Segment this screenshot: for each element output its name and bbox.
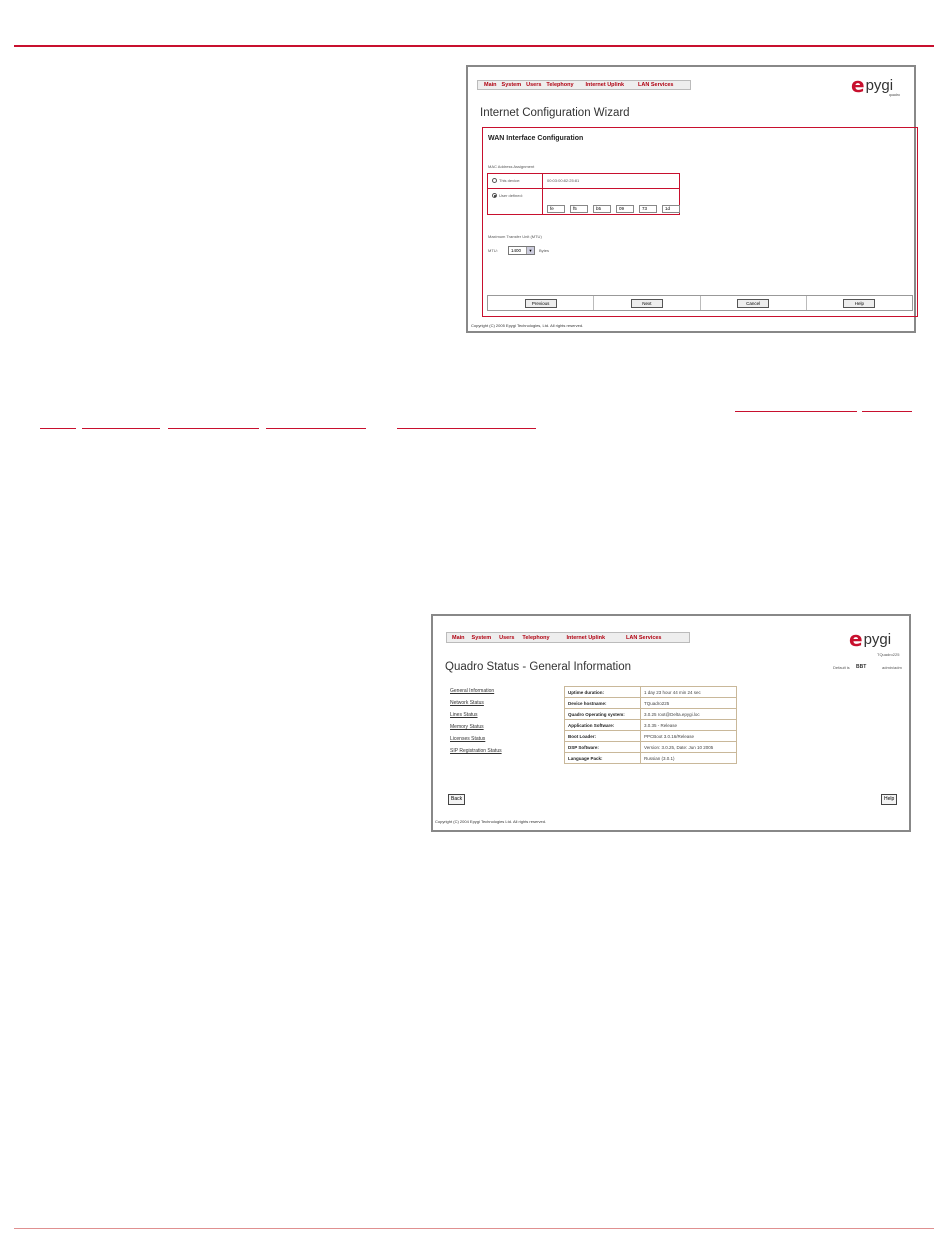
link-underline: [82, 428, 160, 429]
nav-users[interactable]: Users: [526, 82, 542, 88]
table-row: DSP Software: Version: 3.0.25, Date: Jun 10 2005: [565, 742, 737, 753]
general-info-table: [564, 686, 737, 764]
nav-system[interactable]: System: [471, 634, 492, 641]
nav-lan-services[interactable]: LAN Services: [626, 634, 662, 641]
nav-main[interactable]: Main: [452, 634, 465, 641]
mac-octet-6[interactable]: 1d: [662, 205, 680, 213]
epygi-logo: e pygi: [849, 627, 892, 651]
mtu-value: 1400: [511, 248, 522, 253]
mtu-label: MTU:: [488, 248, 498, 253]
logo-subtitle: quadro: [889, 93, 900, 97]
mac-octet-5[interactable]: 73: [639, 205, 657, 213]
sidebar-item-network-status[interactable]: Network Status: [450, 700, 484, 706]
wizard-screenshot: [466, 65, 916, 333]
mtu-section-label: Maximum Transfer Unit (MTU): [488, 234, 542, 239]
link-underline: [40, 428, 76, 429]
mac-octet-1[interactable]: fe: [547, 205, 565, 213]
copyright: Copyright (C) 2005 Epygi Technologies, Ltd. All rights reserved.: [471, 323, 584, 328]
nav-internet-uplink[interactable]: Internet Uplink: [566, 634, 606, 641]
default-value: BBT: [856, 664, 867, 670]
mac-octet-2[interactable]: f5: [570, 205, 588, 213]
user-defined-radio[interactable]: [492, 193, 497, 198]
table-row: Device hostname: TQuadro225: [565, 698, 737, 709]
wan-config-panel: [482, 127, 918, 317]
sidebar-item-lines-status[interactable]: Lines Status: [450, 712, 478, 718]
mac-octet-3[interactable]: b5: [593, 205, 611, 213]
sidebar-item-licenses-status[interactable]: Licenses Status: [450, 736, 486, 742]
default-label: Default is: [833, 665, 850, 670]
nav-telephony[interactable]: Telephony: [546, 82, 574, 88]
mac-octet-4[interactable]: 09: [616, 205, 634, 213]
top-navigation: [446, 632, 690, 643]
page-title: Quadro Status - General Information: [445, 661, 632, 673]
top-navigation: [477, 80, 691, 90]
this-device-mac: 00:03:00:82:25:81: [547, 178, 580, 183]
status-screenshot: [431, 614, 911, 832]
epygi-logo: e pygi: [851, 73, 894, 97]
this-device-label: This device:: [499, 178, 521, 183]
hostname-label: TQuadro225: [877, 652, 900, 657]
table-row: Language Pack: Russian (3.0.1): [565, 753, 737, 764]
nav-system[interactable]: System: [501, 82, 522, 88]
cancel-button[interactable]: Cancel: [737, 299, 769, 308]
sidebar-item-memory-status[interactable]: Memory Status: [450, 724, 484, 730]
chevron-down-icon: ▼: [526, 247, 534, 254]
page-title: Internet Configuration Wizard: [480, 107, 630, 119]
link-underline: [168, 428, 259, 429]
sidebar-item-general-information[interactable]: General Information: [450, 688, 495, 694]
section-title: WAN Interface Configuration: [488, 135, 584, 142]
copyright: Copyright (C) 2004 Epygi Technologies Ltd. All rights reserved.: [435, 819, 547, 824]
link-underline: [735, 411, 857, 412]
nav-telephony[interactable]: Telephony: [522, 634, 550, 641]
mac-assignment-label: MAC Address Assignment: [488, 164, 535, 169]
mtu-unit: Bytes: [539, 248, 550, 253]
table-row: Application Software: 3.0.35 - Release: [565, 720, 737, 731]
link-underline: [397, 428, 536, 429]
link-underline: [862, 411, 912, 412]
header-rule: [14, 45, 934, 47]
sidebar-item-sip-registration-status[interactable]: SIP Registration Status: [450, 748, 502, 754]
user-defined-label: User defined:: [499, 193, 523, 198]
wizard-button-bar: [487, 295, 913, 311]
table-row: Quadro Operating system: 3.0.25 root@Delta.epygi.loc: [565, 709, 737, 720]
nav-internet-uplink[interactable]: Internet Uplink: [585, 82, 625, 88]
link-underline: [266, 428, 366, 429]
this-device-radio[interactable]: [492, 178, 497, 183]
nav-lan-services[interactable]: LAN Services: [638, 82, 674, 88]
nav-users[interactable]: Users: [499, 634, 515, 641]
table-row: Uptime duration: 1 day 23 hour 44 min 24 sec: [565, 687, 737, 698]
help-button[interactable]: Help: [843, 299, 875, 308]
mtu-select[interactable]: [508, 246, 535, 255]
next-button[interactable]: Next: [631, 299, 663, 308]
admin-label: admin/adm: [882, 665, 902, 670]
table-row: Boot Loader: PPCBoot 3.0.16/Release: [565, 731, 737, 742]
mac-options-table: [487, 173, 680, 215]
back-button[interactable]: Back: [448, 794, 465, 805]
nav-main[interactable]: Main: [484, 82, 497, 88]
help-button[interactable]: Help: [881, 794, 897, 805]
footer-rule: [14, 1228, 934, 1229]
previous-button[interactable]: Previous: [525, 299, 557, 308]
